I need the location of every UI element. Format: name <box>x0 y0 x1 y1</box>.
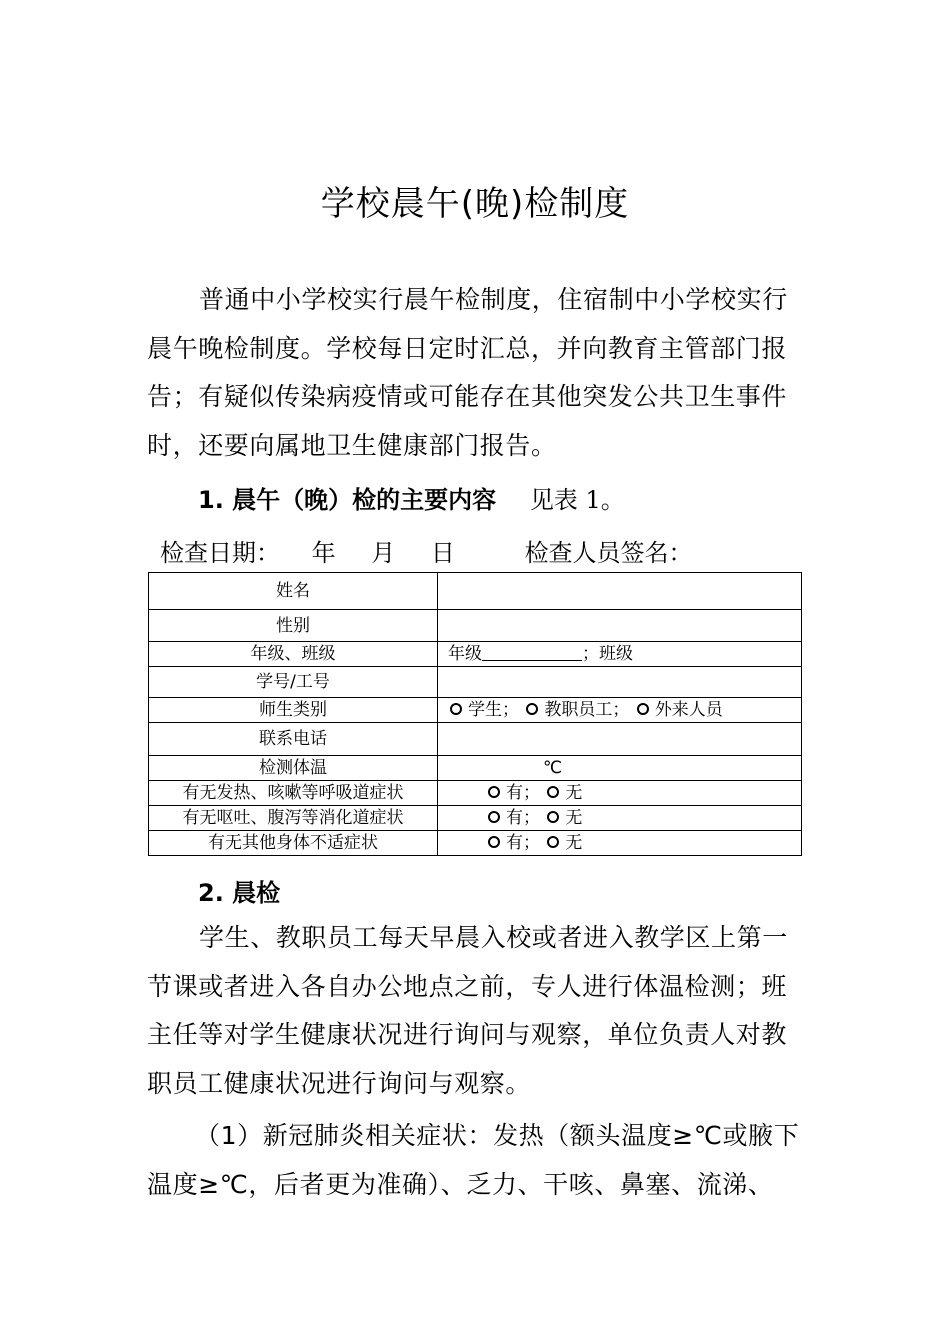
gender-value-field[interactable] <box>438 610 802 642</box>
page-title: 学校晨午(晚)检制度 <box>320 184 630 224</box>
gender-label: 性别 <box>149 610 438 642</box>
section-2-item-1: （1）新冠肺炎相关症状：发热（额头温度≥℃或腋下温度≥℃，后者更为准确）、乏力、干咳、鼻塞、流涕、 <box>147 1121 800 1199</box>
table-row <box>149 573 802 610</box>
grade-blank-line[interactable] <box>482 644 582 661</box>
other-symptoms-label: 有无其他身体不适症状 <box>149 831 438 856</box>
section-2-body: 学生、教职员工每天早晨入校或者进入教学区上第一节课或者进入各自办公地点之前，专人进行体温检测；班主任等对学生健康状况进行询问与观察，单位负责人对教职员工健康状况进行询问与观察。 <box>147 923 788 1098</box>
table-row <box>149 667 802 698</box>
option-no: 无 <box>565 808 583 828</box>
radio-no-icon[interactable] <box>547 811 559 823</box>
option-yes: 有； <box>506 833 540 853</box>
category-options <box>438 698 802 723</box>
check-date-label: 检查日期： <box>160 539 280 567</box>
table-row <box>149 698 802 723</box>
respiratory-symptoms-label: 有无发热、咳嗽等呼吸道症状 <box>149 781 438 806</box>
option-no: 无 <box>565 833 583 853</box>
radio-student-icon[interactable] <box>450 703 462 715</box>
section-1-heading: 1. 晨午（晚）检的主要内容 <box>198 486 497 514</box>
table-row <box>149 806 802 831</box>
table-row <box>149 831 802 856</box>
grade-class-value[interactable] <box>438 642 802 667</box>
digestive-symptoms-label: 有无呕吐、腹泻等消化道症状 <box>149 806 438 831</box>
month-label: 月 <box>371 539 396 567</box>
phone-label: 联系电话 <box>149 723 438 756</box>
class-suffix: ；班级 <box>582 644 633 664</box>
option-student: 学生； <box>468 700 519 720</box>
table-row <box>149 723 802 756</box>
student-id-label: 学号/工号 <box>149 667 438 698</box>
category-label: 师生类别 <box>149 698 438 723</box>
option-yes: 有； <box>506 808 540 828</box>
radio-yes-icon[interactable] <box>488 836 500 848</box>
radio-yes-icon[interactable] <box>488 811 500 823</box>
table-row <box>149 756 802 781</box>
temperature-label: 检测体温 <box>149 756 438 781</box>
temperature-unit: ℃ <box>543 758 563 778</box>
day-label: 日 <box>430 539 455 567</box>
table-row <box>149 781 802 806</box>
other-symptoms-options <box>438 831 802 856</box>
option-visitor: 外来人员 <box>654 700 723 720</box>
check-date-line <box>160 533 693 568</box>
grade-prefix: 年级 <box>448 644 482 664</box>
name-value-field[interactable] <box>438 573 802 610</box>
option-no: 无 <box>565 783 583 803</box>
section-1-reference: 见表 1。 <box>529 486 625 514</box>
temperature-value-field[interactable] <box>438 756 802 781</box>
grade-class-label: 年级、班级 <box>149 642 438 667</box>
table-row <box>149 642 802 667</box>
radio-no-icon[interactable] <box>547 836 559 848</box>
phone-value-field[interactable] <box>438 723 802 756</box>
radio-no-icon[interactable] <box>547 786 559 798</box>
year-label: 年 <box>311 539 336 567</box>
section-2-heading: 2. 晨检 <box>198 879 281 907</box>
option-yes: 有； <box>506 783 540 803</box>
digestive-symptoms-options <box>438 806 802 831</box>
name-label: 姓名 <box>149 573 438 610</box>
inspection-form-table <box>148 572 802 856</box>
intro-paragraph: 普通中小学校实行晨午检制度，住宿制中小学校实行晨午晚检制度。学校每日定时汇总，并向教育主管部门报告；有疑似传染病疫情或可能存在其他突发公共卫生事件时，还要向属地卫生健康部门报告。 <box>147 285 788 460</box>
radio-yes-icon[interactable] <box>488 786 500 798</box>
inspector-signature-label: 检查人员签名： <box>524 539 693 567</box>
respiratory-symptoms-options <box>438 781 802 806</box>
student-id-value-field[interactable] <box>438 667 802 698</box>
table-row <box>149 610 802 642</box>
option-staff: 教职员工； <box>544 700 630 720</box>
section-1-line <box>198 480 625 515</box>
radio-staff-icon[interactable] <box>526 703 538 715</box>
radio-visitor-icon[interactable] <box>637 703 649 715</box>
